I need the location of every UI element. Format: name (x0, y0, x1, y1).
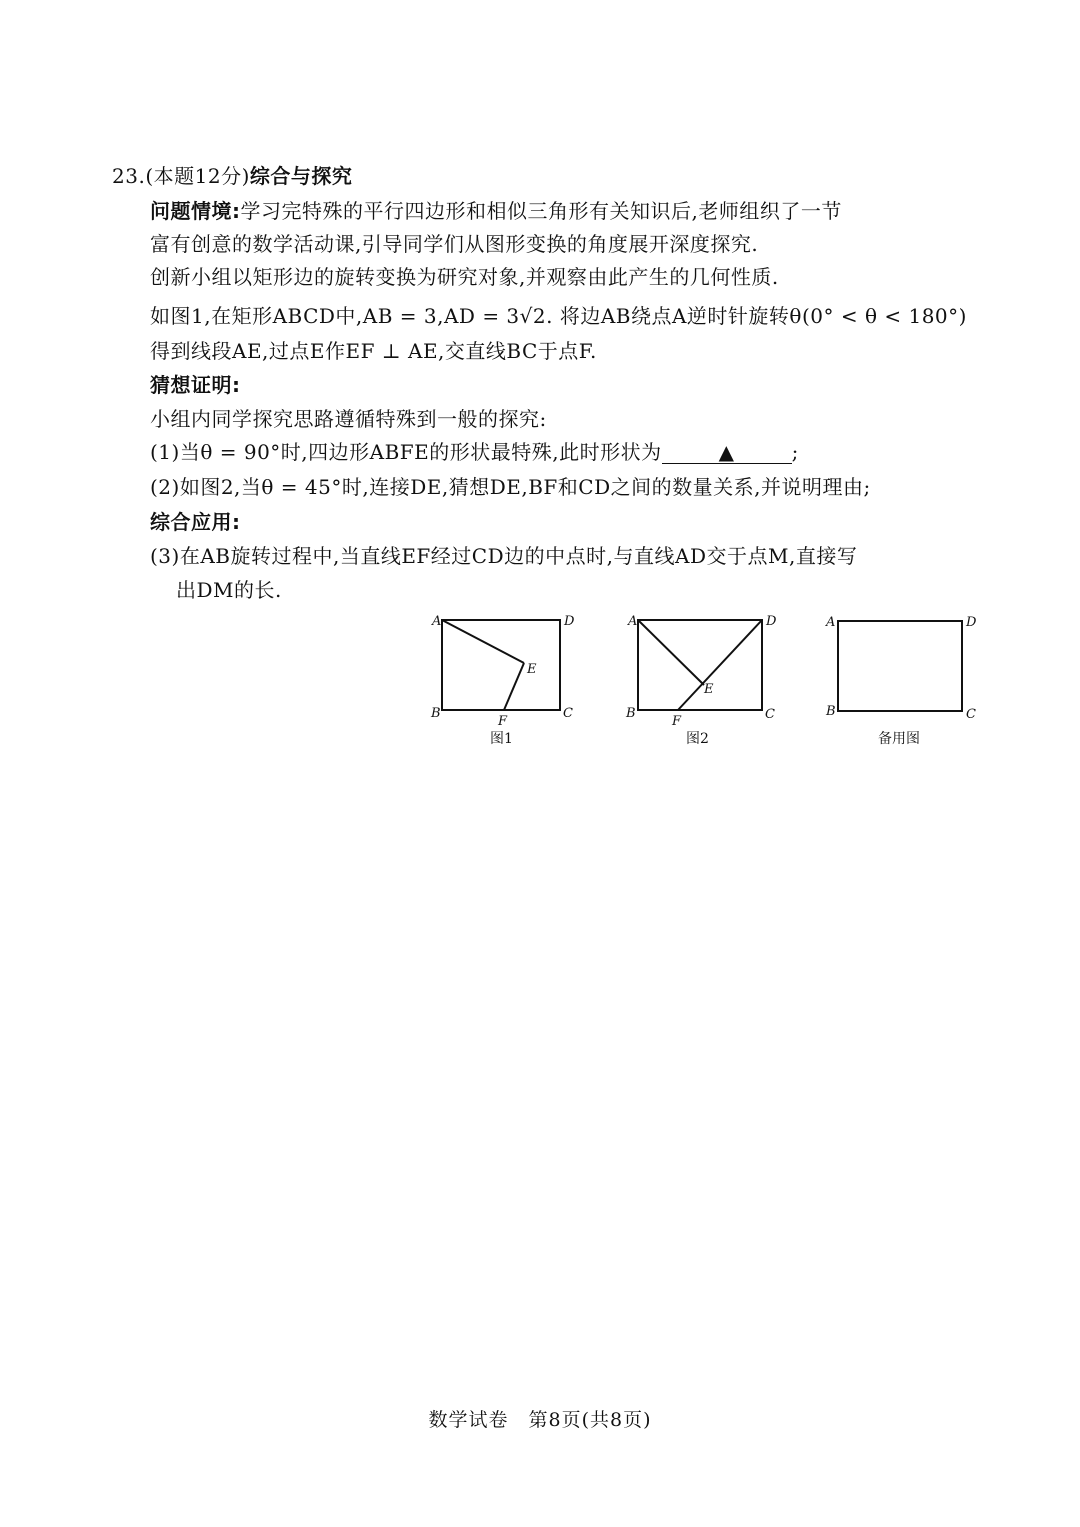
fig2-label-c: C (765, 707, 775, 722)
fig1-label-c: C (563, 706, 573, 721)
fig3-label-a: A (826, 615, 836, 630)
figures-svg (420, 605, 1000, 755)
question-number: 23. (112, 164, 146, 188)
page-footer: 数学试卷 第8页(共8页) (428, 1409, 652, 1431)
fig3-label-c: C (966, 707, 976, 722)
fig1-segment-ef (504, 663, 524, 710)
fig2-segment-ae (638, 620, 704, 685)
question-title: 综合与探究 (249, 164, 353, 188)
fig2-caption: 图2 (686, 731, 709, 747)
conjecture-intro: 小组内同学探究思路遵循特殊到一般的探究: (150, 407, 547, 431)
figures-area (420, 605, 1000, 755)
question-2: (2)如图2,当θ = 45°时,连接DE,猜想DE,BF和CD之间的数量关系,并说明理由; (150, 475, 871, 499)
question-3-line-1: (3)在AB旋转过程中,当直线EF经过CD边的中点时,与直线AD交于点M,直接写 (150, 544, 858, 568)
fig1-rectangle (442, 620, 560, 710)
fig1-caption: 图1 (490, 731, 513, 747)
fig3-caption: 备用图 (878, 731, 920, 747)
question-1-text: (1)当θ = 90°时,四边形ABFE的形状最特殊,此时形状为 (150, 440, 662, 464)
fig1-label-e: E (527, 662, 537, 677)
answer-blank[interactable]: ▲ (662, 441, 792, 464)
fig1-label-b: B (431, 706, 441, 721)
question-score: (本题12分) (145, 164, 250, 188)
application-label: 综合应用: (150, 510, 241, 534)
intro-line-1 (150, 198, 842, 224)
intro-label: 问题情境: (150, 199, 241, 223)
fig2-label-f: F (672, 714, 682, 729)
fig1-label-f: F (498, 714, 508, 729)
figure-3 (838, 621, 962, 711)
intro-text-1: 学习完特殊的平行四边形和相似三角形有关知识后,老师组织了一节 (240, 199, 842, 223)
fig2-rectangle (638, 620, 762, 710)
question-header (112, 163, 352, 189)
intro-line-3: 创新小组以矩形边的旋转变换为研究对象,并观察由此产生的几何性质. (150, 265, 779, 289)
fig1-segment-ae (442, 620, 524, 663)
setup-line-1: 如图1,在矩形ABCD中,AB = 3,AD = 3√2. 将边AB绕点A逆时针旋转θ(0° < θ < 180°) (150, 304, 967, 328)
fig3-label-b: B (826, 704, 836, 719)
fig3-rectangle (838, 621, 962, 711)
fig2-label-e: E (704, 682, 714, 697)
question-1-end: ; (791, 440, 799, 464)
conjecture-label: 猜想证明: (150, 373, 241, 397)
intro-line-2: 富有创意的数学活动课,引导同学们从图形变换的角度展开深度探究. (150, 232, 759, 256)
question-1 (150, 439, 799, 465)
fig1-label-d: D (564, 614, 575, 629)
fig2-segment-df (678, 620, 762, 710)
figure-1 (442, 620, 560, 710)
fig2-label-b: B (626, 706, 636, 721)
figure-2 (638, 620, 762, 710)
question-3-line-2: 出DM的长. (176, 578, 282, 602)
fig3-label-d: D (966, 615, 977, 630)
fig2-label-d: D (766, 614, 777, 629)
setup-line-2: 得到线段AE,过点E作EF ⊥ AE,交直线BC于点F. (150, 339, 597, 363)
fig2-label-a: A (628, 614, 638, 629)
fig1-label-a: A (432, 614, 442, 629)
